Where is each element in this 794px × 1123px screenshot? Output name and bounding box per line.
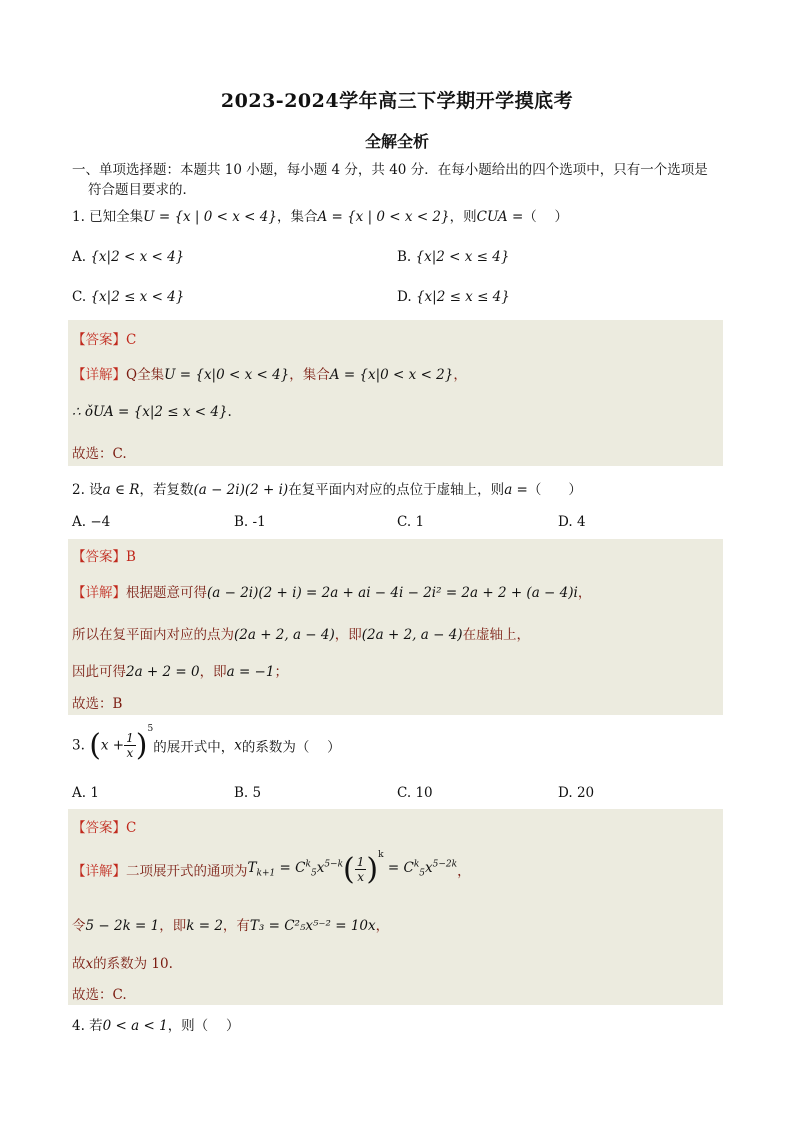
question-1-final: 故选：C. [72,446,127,462]
question-2-option-c: C. 1 [397,514,425,530]
question-3-option-b: B. 5 [234,785,262,801]
page-subtitle: 全解全析 [364,132,429,151]
question-3-detail-2: 令5 − 2k = 1，即k = 2，有T₃ = C²₅x⁵⁻² = 10x， [72,918,390,934]
question-3-option-c: C. 10 [397,785,433,801]
page-title: 2023-2024学年高三下学期开学摸底考 [220,90,574,112]
question-1-solution-box [68,320,723,466]
question-1-option-a: A. {x|2 < x < 4} [72,249,185,265]
section-line-1: 一、单项选择题：本题共 10 小题，每小题 4 分，共 40 分．在每小题给出的四个选项中，只有一个选项是 [72,162,708,178]
question-3-solution-box [68,809,723,1005]
question-3-answer: 【答案】C [72,820,137,836]
question-3-stem: 3. (x + $\frac{1}{x}$ )$^5$的展开式中，x的系数为（ ） [72,724,341,763]
question-2-detail-3: 因此可得2a + 2 = 0，即a = −1； [72,664,288,680]
question-3-final: 故选：C. [72,987,127,1003]
question-2-final: 故选：B [72,696,123,712]
question-1-option-c: C. {x|2 ≤ x < 4} [72,289,185,305]
section-heading [72,160,727,200]
question-1-stem: 1. 已知全集U = {x | 0 < x < 4}，集合A = {x | 0 < x < 2}，则CUA =（ ） [72,209,569,225]
question-2-stem: 2. 设a ∈ R，若复数(a − 2i)(2 + i)在复平面内对应的点位于虚轴上，则a =（ ） [72,482,582,498]
question-3-detail-1: 【详解】二项展开式的通项为$T_{k+1} = C^k_5x^{5-k}$( $\frac{1}{x}$ )$^k = C^k_5x^{5-2k}$， [72,850,471,887]
question-2-option-b: B. -1 [234,514,266,530]
question-1-option-d: D. {x|2 ≤ x ≤ 4} [397,289,510,305]
question-1-detail-2: ∴ ǒUA = {x|2 ≤ x < 4}. [72,404,232,420]
question-2-option-a: A. −4 [72,514,111,530]
question-2-detail-1: 【详解】根据题意可得(a − 2i)(2 + i) = 2a + ai − 4i − 2i² = 2a + 2 + (a − 4)i， [72,585,592,601]
question-3-option-d: D. 20 [558,785,595,801]
question-1-option-b: B. {x|2 < x ≤ 4} [397,249,510,265]
question-2-answer: 【答案】B [72,549,136,565]
question-1-detail-1: 【详解】Q全集U = {x|0 < x < 4}，集合A = {x|0 < x < 2}， [72,367,467,383]
question-2-detail-2: 所以在复平面内对应的点为(2a + 2, a − 4)，即(2a + 2, a − 4)在虚轴上， [72,627,531,643]
question-3-detail-3: 故x的系数为 10. [72,956,173,972]
question-3-option-a: A. 1 [72,785,99,801]
question-2-option-d: D. 4 [558,514,586,530]
question-1-answer: 【答案】C [72,332,137,348]
question-4-stem: 4. 若0 < a < 1，则（ ） [72,1018,240,1034]
section-line-2: 符合题目要求的． [88,182,196,198]
